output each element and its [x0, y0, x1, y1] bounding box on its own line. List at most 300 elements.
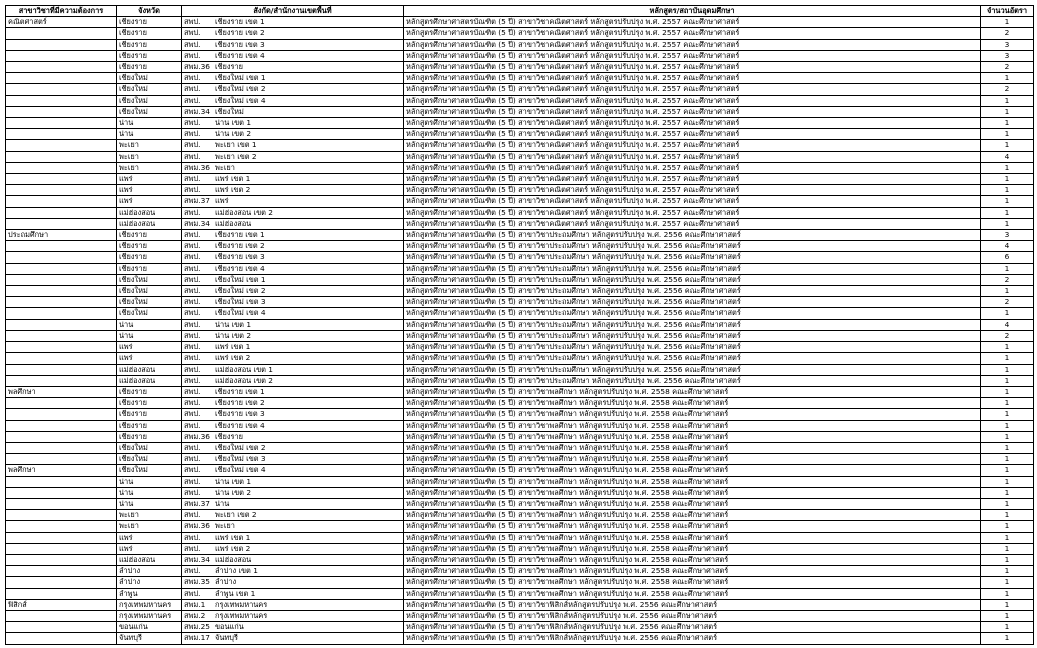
cell-subject[interactable]: [6, 274, 117, 285]
cell-province[interactable]: พะเยา: [117, 140, 182, 151]
cell-course[interactable]: หลักสูตรศึกษาศาสตรบัณฑิต (5 ปี) สาขาวิชาประถมศึกษา หลักสูตรปรับปรุง พ.ศ. 2556 คณะศึกษาศาสตร์: [404, 319, 981, 330]
cell-course[interactable]: หลักสูตรศึกษาศาสตรบัณฑิต (5 ปี) สาขาวิชาฟิสิกส์หลักสูตรปรับปรุง พ.ศ. 2556 คณะศึกษาศาสตร์: [404, 599, 981, 610]
cell-province[interactable]: พะเยา: [117, 162, 182, 173]
cell-count[interactable]: 1: [981, 106, 1034, 117]
cell-count[interactable]: 1: [981, 17, 1034, 28]
cell-count[interactable]: 1: [981, 554, 1034, 565]
cell-office[interactable]: [182, 599, 404, 610]
cell-count[interactable]: 1: [981, 95, 1034, 106]
cell-course[interactable]: หลักสูตรศึกษาศาสตรบัณฑิต (5 ปี) สาขาวิชาพลศึกษา หลักสูตรปรับปรุง พ.ศ. 2558 คณะศึกษาศาสตร์: [404, 454, 981, 465]
table-row: [6, 420, 1034, 431]
cell-office[interactable]: [182, 521, 404, 532]
cell-count[interactable]: 1: [981, 364, 1034, 375]
cell-office[interactable]: [182, 487, 404, 498]
cell-course[interactable]: หลักสูตรศึกษาศาสตรบัณฑิต (5 ปี) สาขาวิชาพลศึกษา หลักสูตรปรับปรุง พ.ศ. 2558 คณะศึกษาศาสตร์: [404, 577, 981, 588]
cell-subject[interactable]: [6, 633, 117, 644]
cell-course[interactable]: หลักสูตรศึกษาศาสตรบัณฑิต (5 ปี) สาขาวิชาประถมศึกษา หลักสูตรปรับปรุง พ.ศ. 2556 คณะศึกษาศาสตร์: [404, 364, 981, 375]
cell-province[interactable]: น่าน: [117, 498, 182, 509]
cell-office[interactable]: [182, 588, 404, 599]
cell-office[interactable]: [182, 610, 404, 621]
cell-course[interactable]: หลักสูตรศึกษาศาสตรบัณฑิต (5 ปี) สาขาวิชาพลศึกษา หลักสูตรปรับปรุง พ.ศ. 2558 คณะศึกษาศาสตร์: [404, 476, 981, 487]
cell-count[interactable]: 2: [981, 84, 1034, 95]
cell-province[interactable]: เชียงราย: [117, 62, 182, 73]
cell-course[interactable]: หลักสูตรศึกษาศาสตรบัณฑิต (5 ปี) สาขาวิชาพลศึกษา หลักสูตรปรับปรุง พ.ศ. 2558 คณะศึกษาศาสตร์: [404, 398, 981, 409]
cell-course[interactable]: หลักสูตรศึกษาศาสตรบัณฑิต (5 ปี) สาขาวิชาคณิตศาสตร์ หลักสูตรปรับปรุง พ.ศ. 2557 คณะศึกษาศาสตร์: [404, 218, 981, 229]
cell-province[interactable]: เชียงใหม่: [117, 297, 182, 308]
cell-course[interactable]: หลักสูตรศึกษาศาสตรบัณฑิต (5 ปี) สาขาวิชาคณิตศาสตร์ หลักสูตรปรับปรุง พ.ศ. 2557 คณะศึกษาศาสตร์: [404, 84, 981, 95]
cell-count[interactable]: 1: [981, 375, 1034, 386]
cell-subject[interactable]: [6, 577, 117, 588]
cell-course[interactable]: หลักสูตรศึกษาศาสตรบัณฑิต (5 ปี) สาขาวิชาพลศึกษา หลักสูตรปรับปรุง พ.ศ. 2558 คณะศึกษาศาสตร์: [404, 543, 981, 554]
cell-count[interactable]: 1: [981, 73, 1034, 84]
cell-subject[interactable]: [6, 521, 117, 532]
cell-province[interactable]: ขอนแก่น: [117, 622, 182, 633]
cell-province[interactable]: เชียงราย: [117, 263, 182, 274]
cell-count[interactable]: 1: [981, 218, 1034, 229]
cell-subject[interactable]: [6, 62, 117, 73]
office-name: เชียงใหม่ เขต 4: [215, 465, 266, 475]
cell-province[interactable]: เชียงใหม่: [117, 274, 182, 285]
cell-office[interactable]: [182, 185, 404, 196]
cell-course[interactable]: หลักสูตรศึกษาศาสตรบัณฑิต (5 ปี) สาขาวิชาประถมศึกษา หลักสูตรปรับปรุง พ.ศ. 2556 คณะศึกษาศาสตร์: [404, 230, 981, 241]
cell-province[interactable]: เชียงราย: [117, 50, 182, 61]
cell-subject[interactable]: พลศึกษา: [6, 386, 117, 397]
cell-office[interactable]: [182, 330, 404, 341]
cell-office[interactable]: [182, 241, 404, 252]
cell-province[interactable]: พะเยา: [117, 510, 182, 521]
cell-office[interactable]: [182, 62, 404, 73]
cell-province[interactable]: เชียงใหม่: [117, 73, 182, 84]
cell-province[interactable]: เชียงราย: [117, 17, 182, 28]
cell-count[interactable]: 1: [981, 610, 1034, 621]
cell-count[interactable]: 1: [981, 442, 1034, 453]
cell-course[interactable]: หลักสูตรศึกษาศาสตรบัณฑิต (5 ปี) สาขาวิชาคณิตศาสตร์ หลักสูตรปรับปรุง พ.ศ. 2557 คณะศึกษาศาสตร์: [404, 50, 981, 61]
cell-course[interactable]: หลักสูตรศึกษาศาสตรบัณฑิต (5 ปี) สาขาวิชาคณิตศาสตร์ หลักสูตรปรับปรุง พ.ศ. 2557 คณะศึกษาศาสตร์: [404, 39, 981, 50]
cell-course[interactable]: หลักสูตรศึกษาศาสตรบัณฑิต (5 ปี) สาขาวิชาประถมศึกษา หลักสูตรปรับปรุง พ.ศ. 2556 คณะศึกษาศาสตร์: [404, 286, 981, 297]
cell-office[interactable]: [182, 633, 404, 644]
cell-office[interactable]: [182, 554, 404, 565]
cell-office[interactable]: [182, 622, 404, 633]
cell-province[interactable]: แพร่: [117, 196, 182, 207]
cell-office[interactable]: [182, 218, 404, 229]
cell-course[interactable]: หลักสูตรศึกษาศาสตรบัณฑิต (5 ปี) สาขาวิชาพลศึกษา หลักสูตรปรับปรุง พ.ศ. 2558 คณะศึกษาศาสตร์: [404, 487, 981, 498]
cell-province[interactable]: น่าน: [117, 487, 182, 498]
cell-province[interactable]: แม่ฮ่องสอน: [117, 364, 182, 375]
cell-office[interactable]: [182, 196, 404, 207]
cell-subject[interactable]: [6, 375, 117, 386]
cell-count[interactable]: 1: [981, 588, 1034, 599]
cell-office[interactable]: [182, 230, 404, 241]
cell-province[interactable]: เชียงใหม่: [117, 442, 182, 453]
cell-province[interactable]: เชียงใหม่: [117, 454, 182, 465]
cell-office[interactable]: [182, 28, 404, 39]
office-name: น่าน: [215, 498, 230, 508]
cell-office[interactable]: [182, 442, 404, 453]
cell-subject[interactable]: [6, 342, 117, 353]
cell-subject[interactable]: [6, 364, 117, 375]
cell-course[interactable]: หลักสูตรศึกษาศาสตรบัณฑิต (5 ปี) สาขาวิชาฟิสิกส์หลักสูตรปรับปรุง พ.ศ. 2556 คณะศึกษาศาสตร์: [404, 610, 981, 621]
cell-subject[interactable]: คณิตศาสตร์: [6, 17, 117, 28]
cell-subject[interactable]: [6, 241, 117, 252]
cell-subject[interactable]: [6, 151, 117, 162]
cell-province[interactable]: ลำปาง: [117, 577, 182, 588]
cell-subject[interactable]: [6, 610, 117, 621]
cell-subject[interactable]: [6, 398, 117, 409]
cell-subject[interactable]: [6, 442, 117, 453]
cell-subject[interactable]: [6, 162, 117, 173]
cell-count[interactable]: 1: [981, 431, 1034, 442]
cell-subject[interactable]: [6, 118, 117, 129]
cell-count[interactable]: 1: [981, 476, 1034, 487]
cell-province[interactable]: พะเยา: [117, 151, 182, 162]
cell-province[interactable]: เชียงใหม่: [117, 95, 182, 106]
cell-subject[interactable]: [6, 252, 117, 263]
cell-count[interactable]: 2: [981, 297, 1034, 308]
cell-office[interactable]: [182, 297, 404, 308]
cell-office[interactable]: [182, 17, 404, 28]
cell-subject[interactable]: [6, 554, 117, 565]
cell-count[interactable]: 1: [981, 543, 1034, 554]
cell-province[interactable]: แพร่: [117, 543, 182, 554]
cell-count[interactable]: 1: [981, 386, 1034, 397]
cell-province[interactable]: ลำพูน: [117, 588, 182, 599]
cell-count[interactable]: 1: [981, 185, 1034, 196]
cell-subject[interactable]: [6, 353, 117, 364]
cell-count[interactable]: 1: [981, 174, 1034, 185]
cell-office[interactable]: [182, 140, 404, 151]
cell-count[interactable]: 1: [981, 207, 1034, 218]
cell-office[interactable]: [182, 319, 404, 330]
cell-subject[interactable]: [6, 286, 117, 297]
cell-course[interactable]: หลักสูตรศึกษาศาสตรบัณฑิต (5 ปี) สาขาวิชาคณิตศาสตร์ หลักสูตรปรับปรุง พ.ศ. 2557 คณะศึกษาศาสตร์: [404, 73, 981, 84]
cell-province[interactable]: แพร่: [117, 532, 182, 543]
cell-subject[interactable]: [6, 566, 117, 577]
cell-subject[interactable]: [6, 498, 117, 509]
cell-count[interactable]: 3: [981, 39, 1034, 50]
cell-office[interactable]: [182, 476, 404, 487]
cell-province[interactable]: เชียงราย: [117, 39, 182, 50]
cell-office[interactable]: [182, 431, 404, 442]
cell-province[interactable]: น่าน: [117, 476, 182, 487]
cell-office[interactable]: [182, 263, 404, 274]
cell-subject[interactable]: [6, 185, 117, 196]
cell-course[interactable]: หลักสูตรศึกษาศาสตรบัณฑิต (5 ปี) สาขาวิชาคณิตศาสตร์ หลักสูตรปรับปรุง พ.ศ. 2557 คณะศึกษาศาสตร์: [404, 95, 981, 106]
cell-office[interactable]: [182, 454, 404, 465]
table-row: [6, 554, 1034, 565]
cell-province[interactable]: แพร่: [117, 185, 182, 196]
cell-subject[interactable]: [6, 28, 117, 39]
cell-office[interactable]: [182, 409, 404, 420]
cell-office[interactable]: [182, 532, 404, 543]
cell-office[interactable]: [182, 364, 404, 375]
cell-office[interactable]: [182, 353, 404, 364]
cell-subject[interactable]: [6, 95, 117, 106]
cell-subject[interactable]: [6, 140, 117, 151]
cell-count[interactable]: 1: [981, 286, 1034, 297]
cell-province[interactable]: เชียงราย: [117, 409, 182, 420]
cell-count[interactable]: 1: [981, 420, 1034, 431]
cell-count[interactable]: 1: [981, 409, 1034, 420]
office-name: พะเยา เขต 2: [215, 151, 257, 161]
cell-office[interactable]: [182, 510, 404, 521]
cell-subject[interactable]: [6, 532, 117, 543]
cell-subject[interactable]: [6, 218, 117, 229]
cell-course[interactable]: หลักสูตรศึกษาศาสตรบัณฑิต (5 ปี) สาขาวิชาคณิตศาสตร์ หลักสูตรปรับปรุง พ.ศ. 2557 คณะศึกษาศาสตร์: [404, 140, 981, 151]
cell-course[interactable]: หลักสูตรศึกษาศาสตรบัณฑิต (5 ปี) สาขาวิชาคณิตศาสตร์ หลักสูตรปรับปรุง พ.ศ. 2557 คณะศึกษาศาสตร์: [404, 151, 981, 162]
cell-province[interactable]: แพร่: [117, 353, 182, 364]
cell-subject[interactable]: [6, 50, 117, 61]
cell-province[interactable]: ลำปาง: [117, 566, 182, 577]
cell-subject[interactable]: ประถมศึกษา: [6, 230, 117, 241]
cell-subject[interactable]: [6, 297, 117, 308]
cell-count[interactable]: 2: [981, 330, 1034, 341]
cell-count[interactable]: 1: [981, 633, 1034, 644]
cell-office[interactable]: [182, 386, 404, 397]
cell-count[interactable]: 4: [981, 151, 1034, 162]
cell-course[interactable]: หลักสูตรศึกษาศาสตรบัณฑิต (5 ปี) สาขาวิชาพลศึกษา หลักสูตรปรับปรุง พ.ศ. 2558 คณะศึกษาศาสตร์: [404, 431, 981, 442]
table-row: [6, 162, 1034, 173]
cell-count[interactable]: 1: [981, 510, 1034, 521]
table-row: [6, 543, 1034, 554]
cell-subject[interactable]: [6, 510, 117, 521]
cell-course[interactable]: หลักสูตรศึกษาศาสตรบัณฑิต (5 ปี) สาขาวิชาพลศึกษา หลักสูตรปรับปรุง พ.ศ. 2558 คณะศึกษาศาสตร์: [404, 521, 981, 532]
cell-office[interactable]: [182, 73, 404, 84]
cell-count[interactable]: 4: [981, 241, 1034, 252]
table-row: [6, 62, 1034, 73]
cell-province[interactable]: เชียงใหม่: [117, 308, 182, 319]
cell-office[interactable]: [182, 129, 404, 140]
office-abbrev: สพป.: [184, 185, 201, 195]
cell-province[interactable]: เชียงราย: [117, 386, 182, 397]
cell-count[interactable]: 2: [981, 274, 1034, 285]
cell-course[interactable]: หลักสูตรศึกษาศาสตรบัณฑิต (5 ปี) สาขาวิชาคณิตศาสตร์ หลักสูตรปรับปรุง พ.ศ. 2557 คณะศึกษาศาสตร์: [404, 62, 981, 73]
cell-course[interactable]: หลักสูตรศึกษาศาสตรบัณฑิต (5 ปี) สาขาวิชาประถมศึกษา หลักสูตรปรับปรุง พ.ศ. 2556 คณะศึกษาศาสตร์: [404, 308, 981, 319]
cell-course[interactable]: หลักสูตรศึกษาศาสตรบัณฑิต (5 ปี) สาขาวิชาประถมศึกษา หลักสูตรปรับปรุง พ.ศ. 2556 คณะศึกษาศาสตร์: [404, 274, 981, 285]
cell-subject[interactable]: [6, 308, 117, 319]
cell-province[interactable]: เชียงใหม่: [117, 465, 182, 476]
cell-office[interactable]: [182, 151, 404, 162]
cell-course[interactable]: หลักสูตรศึกษาศาสตรบัณฑิต (5 ปี) สาขาวิชาประถมศึกษา หลักสูตรปรับปรุง พ.ศ. 2556 คณะศึกษาศาสตร์: [404, 342, 981, 353]
table-row: [6, 39, 1034, 50]
cell-office[interactable]: [182, 577, 404, 588]
cell-office[interactable]: [182, 95, 404, 106]
cell-subject[interactable]: [6, 129, 117, 140]
cell-province[interactable]: น่าน: [117, 118, 182, 129]
cell-count[interactable]: 2: [981, 62, 1034, 73]
cell-count[interactable]: 3: [981, 230, 1034, 241]
cell-course[interactable]: หลักสูตรศึกษาศาสตรบัณฑิต (5 ปี) สาขาวิชาคณิตศาสตร์ หลักสูตรปรับปรุง พ.ศ. 2557 คณะศึกษาศาสตร์: [404, 118, 981, 129]
cell-office[interactable]: [182, 465, 404, 476]
cell-course[interactable]: หลักสูตรศึกษาศาสตรบัณฑิต (5 ปี) สาขาวิชาคณิตศาสตร์ หลักสูตรปรับปรุง พ.ศ. 2557 คณะศึกษาศาสตร์: [404, 196, 981, 207]
cell-province[interactable]: เชียงราย: [117, 398, 182, 409]
cell-course[interactable]: หลักสูตรศึกษาศาสตรบัณฑิต (5 ปี) สาขาวิชาพลศึกษา หลักสูตรปรับปรุง พ.ศ. 2558 คณะศึกษาศาสตร์: [404, 510, 981, 521]
cell-count[interactable]: 1: [981, 263, 1034, 274]
cell-province[interactable]: กรุงเทพมหานคร: [117, 599, 182, 610]
cell-office[interactable]: [182, 498, 404, 509]
cell-subject[interactable]: [6, 476, 117, 487]
cell-course[interactable]: หลักสูตรศึกษาศาสตรบัณฑิต (5 ปี) สาขาวิชาคณิตศาสตร์ หลักสูตรปรับปรุง พ.ศ. 2557 คณะศึกษาศาสตร์: [404, 185, 981, 196]
office-name: เชียงราย เขต 4: [215, 50, 265, 60]
cell-office[interactable]: [182, 118, 404, 129]
cell-subject[interactable]: [6, 106, 117, 117]
cell-course[interactable]: หลักสูตรศึกษาศาสตรบัณฑิต (5 ปี) สาขาวิชาประถมศึกษา หลักสูตรปรับปรุง พ.ศ. 2556 คณะศึกษาศาสตร์: [404, 353, 981, 364]
cell-course[interactable]: หลักสูตรศึกษาศาสตรบัณฑิต (5 ปี) สาขาวิชาคณิตศาสตร์ หลักสูตรปรับปรุง พ.ศ. 2557 คณะศึกษาศาสตร์: [404, 28, 981, 39]
cell-subject[interactable]: [6, 420, 117, 431]
cell-course[interactable]: หลักสูตรศึกษาศาสตรบัณฑิต (5 ปี) สาขาวิชาพลศึกษา หลักสูตรปรับปรุง พ.ศ. 2558 คณะศึกษาศาสตร์: [404, 442, 981, 453]
cell-count[interactable]: 1: [981, 196, 1034, 207]
cell-province[interactable]: แม่ฮ่องสอน: [117, 554, 182, 565]
cell-course[interactable]: หลักสูตรศึกษาศาสตรบัณฑิต (5 ปี) สาขาวิชาพลศึกษา หลักสูตรปรับปรุง พ.ศ. 2558 คณะศึกษาศาสตร์: [404, 498, 981, 509]
office-name: กรุงเทพมหานคร: [215, 599, 268, 609]
cell-count[interactable]: 1: [981, 162, 1034, 173]
cell-province[interactable]: แม่ฮ่องสอน: [117, 218, 182, 229]
cell-course[interactable]: หลักสูตรศึกษาศาสตรบัณฑิต (5 ปี) สาขาวิชาคณิตศาสตร์ หลักสูตรปรับปรุง พ.ศ. 2557 คณะศึกษาศาสตร์: [404, 129, 981, 140]
cell-province[interactable]: เชียงราย: [117, 241, 182, 252]
cell-subject[interactable]: [6, 174, 117, 185]
cell-subject[interactable]: [6, 431, 117, 442]
cell-count[interactable]: 1: [981, 454, 1034, 465]
cell-office[interactable]: [182, 342, 404, 353]
cell-count[interactable]: 1: [981, 577, 1034, 588]
cell-office[interactable]: [182, 39, 404, 50]
cell-course[interactable]: หลักสูตรศึกษาศาสตรบัณฑิต (5 ปี) สาขาวิชาประถมศึกษา หลักสูตรปรับปรุง พ.ศ. 2556 คณะศึกษาศาสตร์: [404, 375, 981, 386]
cell-course[interactable]: หลักสูตรศึกษาศาสตรบัณฑิต (5 ปี) สาขาวิชาประถมศึกษา หลักสูตรปรับปรุง พ.ศ. 2556 คณะศึกษาศาสตร์: [404, 297, 981, 308]
cell-province[interactable]: แพร่: [117, 174, 182, 185]
office-abbrev: สพป.: [184, 207, 201, 217]
cell-subject[interactable]: ฟิสิกส์: [6, 599, 117, 610]
cell-count[interactable]: 1: [981, 398, 1034, 409]
cell-course[interactable]: หลักสูตรศึกษาศาสตรบัณฑิต (5 ปี) สาขาวิชาคณิตศาสตร์ หลักสูตรปรับปรุง พ.ศ. 2557 คณะศึกษาศาสตร์: [404, 17, 981, 28]
cell-subject[interactable]: [6, 622, 117, 633]
cell-subject[interactable]: [6, 409, 117, 420]
cell-province[interactable]: น่าน: [117, 330, 182, 341]
cell-course[interactable]: หลักสูตรศึกษาศาสตรบัณฑิต (5 ปี) สาขาวิชาคณิตศาสตร์ หลักสูตรปรับปรุง พ.ศ. 2557 คณะศึกษาศาสตร์: [404, 162, 981, 173]
cell-course[interactable]: หลักสูตรศึกษาศาสตรบัณฑิต (5 ปี) สาขาวิชาพลศึกษา หลักสูตรปรับปรุง พ.ศ. 2558 คณะศึกษาศาสตร์: [404, 386, 981, 397]
cell-subject[interactable]: พลศึกษา: [6, 465, 117, 476]
cell-province[interactable]: น่าน: [117, 319, 182, 330]
cell-subject[interactable]: [6, 207, 117, 218]
cell-province[interactable]: น่าน: [117, 129, 182, 140]
cell-course[interactable]: หลักสูตรศึกษาศาสตรบัณฑิต (5 ปี) สาขาวิชาประถมศึกษา หลักสูตรปรับปรุง พ.ศ. 2556 คณะศึกษาศาสตร์: [404, 330, 981, 341]
cell-province[interactable]: เชียงราย: [117, 28, 182, 39]
cell-office[interactable]: [182, 543, 404, 554]
cell-course[interactable]: หลักสูตรศึกษาศาสตรบัณฑิต (5 ปี) สาขาวิชาฟิสิกส์หลักสูตรปรับปรุง พ.ศ. 2556 คณะศึกษาศาสตร์: [404, 633, 981, 644]
cell-course[interactable]: หลักสูตรศึกษาศาสตรบัณฑิต (5 ปี) สาขาวิชาพลศึกษา หลักสูตรปรับปรุง พ.ศ. 2558 คณะศึกษาศาสตร์: [404, 566, 981, 577]
cell-course[interactable]: หลักสูตรศึกษาศาสตรบัณฑิต (5 ปี) สาขาวิชาพลศึกษา หลักสูตรปรับปรุง พ.ศ. 2558 คณะศึกษาศาสตร์: [404, 465, 981, 476]
cell-count[interactable]: 1: [981, 498, 1034, 509]
cell-count[interactable]: 3: [981, 50, 1034, 61]
cell-province[interactable]: เชียงใหม่: [117, 286, 182, 297]
cell-province[interactable]: จันทบุรี: [117, 633, 182, 644]
cell-count[interactable]: 2: [981, 28, 1034, 39]
cell-office[interactable]: [182, 252, 404, 263]
cell-course[interactable]: หลักสูตรศึกษาศาสตรบัณฑิต (5 ปี) สาขาวิชาคณิตศาสตร์ หลักสูตรปรับปรุง พ.ศ. 2557 คณะศึกษาศาสตร์: [404, 106, 981, 117]
cell-course[interactable]: หลักสูตรศึกษาศาสตรบัณฑิต (5 ปี) สาขาวิชาพลศึกษา หลักสูตรปรับปรุง พ.ศ. 2558 คณะศึกษาศาสตร์: [404, 409, 981, 420]
cell-province[interactable]: แม่ฮ่องสอน: [117, 375, 182, 386]
cell-subject[interactable]: [6, 588, 117, 599]
cell-office[interactable]: [182, 106, 404, 117]
cell-province[interactable]: พะเยา: [117, 521, 182, 532]
cell-course[interactable]: หลักสูตรศึกษาศาสตรบัณฑิต (5 ปี) สาขาวิชาประถมศึกษา หลักสูตรปรับปรุง พ.ศ. 2556 คณะศึกษาศาสตร์: [404, 241, 981, 252]
cell-office[interactable]: [182, 286, 404, 297]
cell-count[interactable]: 1: [981, 487, 1034, 498]
cell-subject[interactable]: [6, 39, 117, 50]
cell-office[interactable]: [182, 308, 404, 319]
table-row: [6, 95, 1034, 106]
cell-count[interactable]: 1: [981, 342, 1034, 353]
table-row: [6, 207, 1034, 218]
cell-province[interactable]: เชียงราย: [117, 252, 182, 263]
cell-subject[interactable]: [6, 196, 117, 207]
cell-count[interactable]: 1: [981, 118, 1034, 129]
cell-office[interactable]: [182, 274, 404, 285]
cell-count[interactable]: 1: [981, 521, 1034, 532]
cell-office[interactable]: [182, 162, 404, 173]
cell-course[interactable]: หลักสูตรศึกษาศาสตรบัณฑิต (5 ปี) สาขาวิชาพลศึกษา หลักสูตรปรับปรุง พ.ศ. 2558 คณะศึกษาศาสตร์: [404, 554, 981, 565]
cell-course[interactable]: หลักสูตรศึกษาศาสตรบัณฑิต (5 ปี) สาขาวิชาพลศึกษา หลักสูตรปรับปรุง พ.ศ. 2558 คณะศึกษาศาสตร์: [404, 588, 981, 599]
cell-course[interactable]: หลักสูตรศึกษาศาสตรบัณฑิต (5 ปี) สาขาวิชาประถมศึกษา หลักสูตรปรับปรุง พ.ศ. 2556 คณะศึกษาศาสตร์: [404, 252, 981, 263]
cell-office[interactable]: [182, 398, 404, 409]
cell-count[interactable]: 1: [981, 308, 1034, 319]
cell-course[interactable]: หลักสูตรศึกษาศาสตรบัณฑิต (5 ปี) สาขาวิชาคณิตศาสตร์ หลักสูตรปรับปรุง พ.ศ. 2557 คณะศึกษาศาสตร์: [404, 174, 981, 185]
cell-office[interactable]: [182, 174, 404, 185]
cell-count[interactable]: 1: [981, 622, 1034, 633]
cell-course[interactable]: หลักสูตรศึกษาศาสตรบัณฑิต (5 ปี) สาขาวิชาคณิตศาสตร์ หลักสูตรปรับปรุง พ.ศ. 2557 คณะศึกษาศาสตร์: [404, 207, 981, 218]
cell-subject[interactable]: [6, 487, 117, 498]
cell-course[interactable]: หลักสูตรศึกษาศาสตรบัณฑิต (5 ปี) สาขาวิชาประถมศึกษา หลักสูตรปรับปรุง พ.ศ. 2556 คณะศึกษาศาสตร์: [404, 263, 981, 274]
cell-subject[interactable]: [6, 543, 117, 554]
cell-subject[interactable]: [6, 330, 117, 341]
cell-province[interactable]: แพร่: [117, 342, 182, 353]
cell-office[interactable]: [182, 375, 404, 386]
cell-subject[interactable]: [6, 454, 117, 465]
cell-office[interactable]: [182, 207, 404, 218]
cell-office[interactable]: [182, 420, 404, 431]
cell-subject[interactable]: [6, 319, 117, 330]
cell-count[interactable]: 6: [981, 252, 1034, 263]
cell-subject[interactable]: [6, 73, 117, 84]
cell-province[interactable]: แม่ฮ่องสอน: [117, 207, 182, 218]
cell-subject[interactable]: [6, 263, 117, 274]
office-name: ขอนแก่น: [215, 622, 244, 632]
cell-province[interactable]: เชียงใหม่: [117, 84, 182, 95]
table-row: [6, 476, 1034, 487]
table-row: [6, 118, 1034, 129]
cell-province[interactable]: กรุงเทพมหานคร: [117, 610, 182, 621]
cell-count[interactable]: 1: [981, 599, 1034, 610]
cell-office[interactable]: [182, 50, 404, 61]
cell-count[interactable]: 1: [981, 129, 1034, 140]
cell-count[interactable]: 4: [981, 319, 1034, 330]
cell-office[interactable]: [182, 566, 404, 577]
cell-count[interactable]: 1: [981, 532, 1034, 543]
cell-course[interactable]: หลักสูตรศึกษาศาสตรบัณฑิต (5 ปี) สาขาวิชาฟิสิกส์หลักสูตรปรับปรุง พ.ศ. 2556 คณะศึกษาศาสตร์: [404, 622, 981, 633]
cell-count[interactable]: 1: [981, 465, 1034, 476]
cell-count[interactable]: 1: [981, 353, 1034, 364]
cell-province[interactable]: เชียงราย: [117, 420, 182, 431]
office-abbrev: สพป.: [184, 263, 201, 273]
cell-course[interactable]: หลักสูตรศึกษาศาสตรบัณฑิต (5 ปี) สาขาวิชาพลศึกษา หลักสูตรปรับปรุง พ.ศ. 2558 คณะศึกษาศาสตร์: [404, 532, 981, 543]
cell-count[interactable]: 1: [981, 566, 1034, 577]
office-abbrev: สพป.: [184, 230, 201, 240]
cell-subject[interactable]: [6, 84, 117, 95]
cell-province[interactable]: เชียงราย: [117, 230, 182, 241]
cell-count[interactable]: 1: [981, 140, 1034, 151]
cell-course[interactable]: หลักสูตรศึกษาศาสตรบัณฑิต (5 ปี) สาขาวิชาพลศึกษา หลักสูตรปรับปรุง พ.ศ. 2558 คณะศึกษาศาสตร์: [404, 420, 981, 431]
cell-province[interactable]: เชียงใหม่: [117, 106, 182, 117]
cell-province[interactable]: เชียงราย: [117, 431, 182, 442]
cell-office[interactable]: [182, 84, 404, 95]
